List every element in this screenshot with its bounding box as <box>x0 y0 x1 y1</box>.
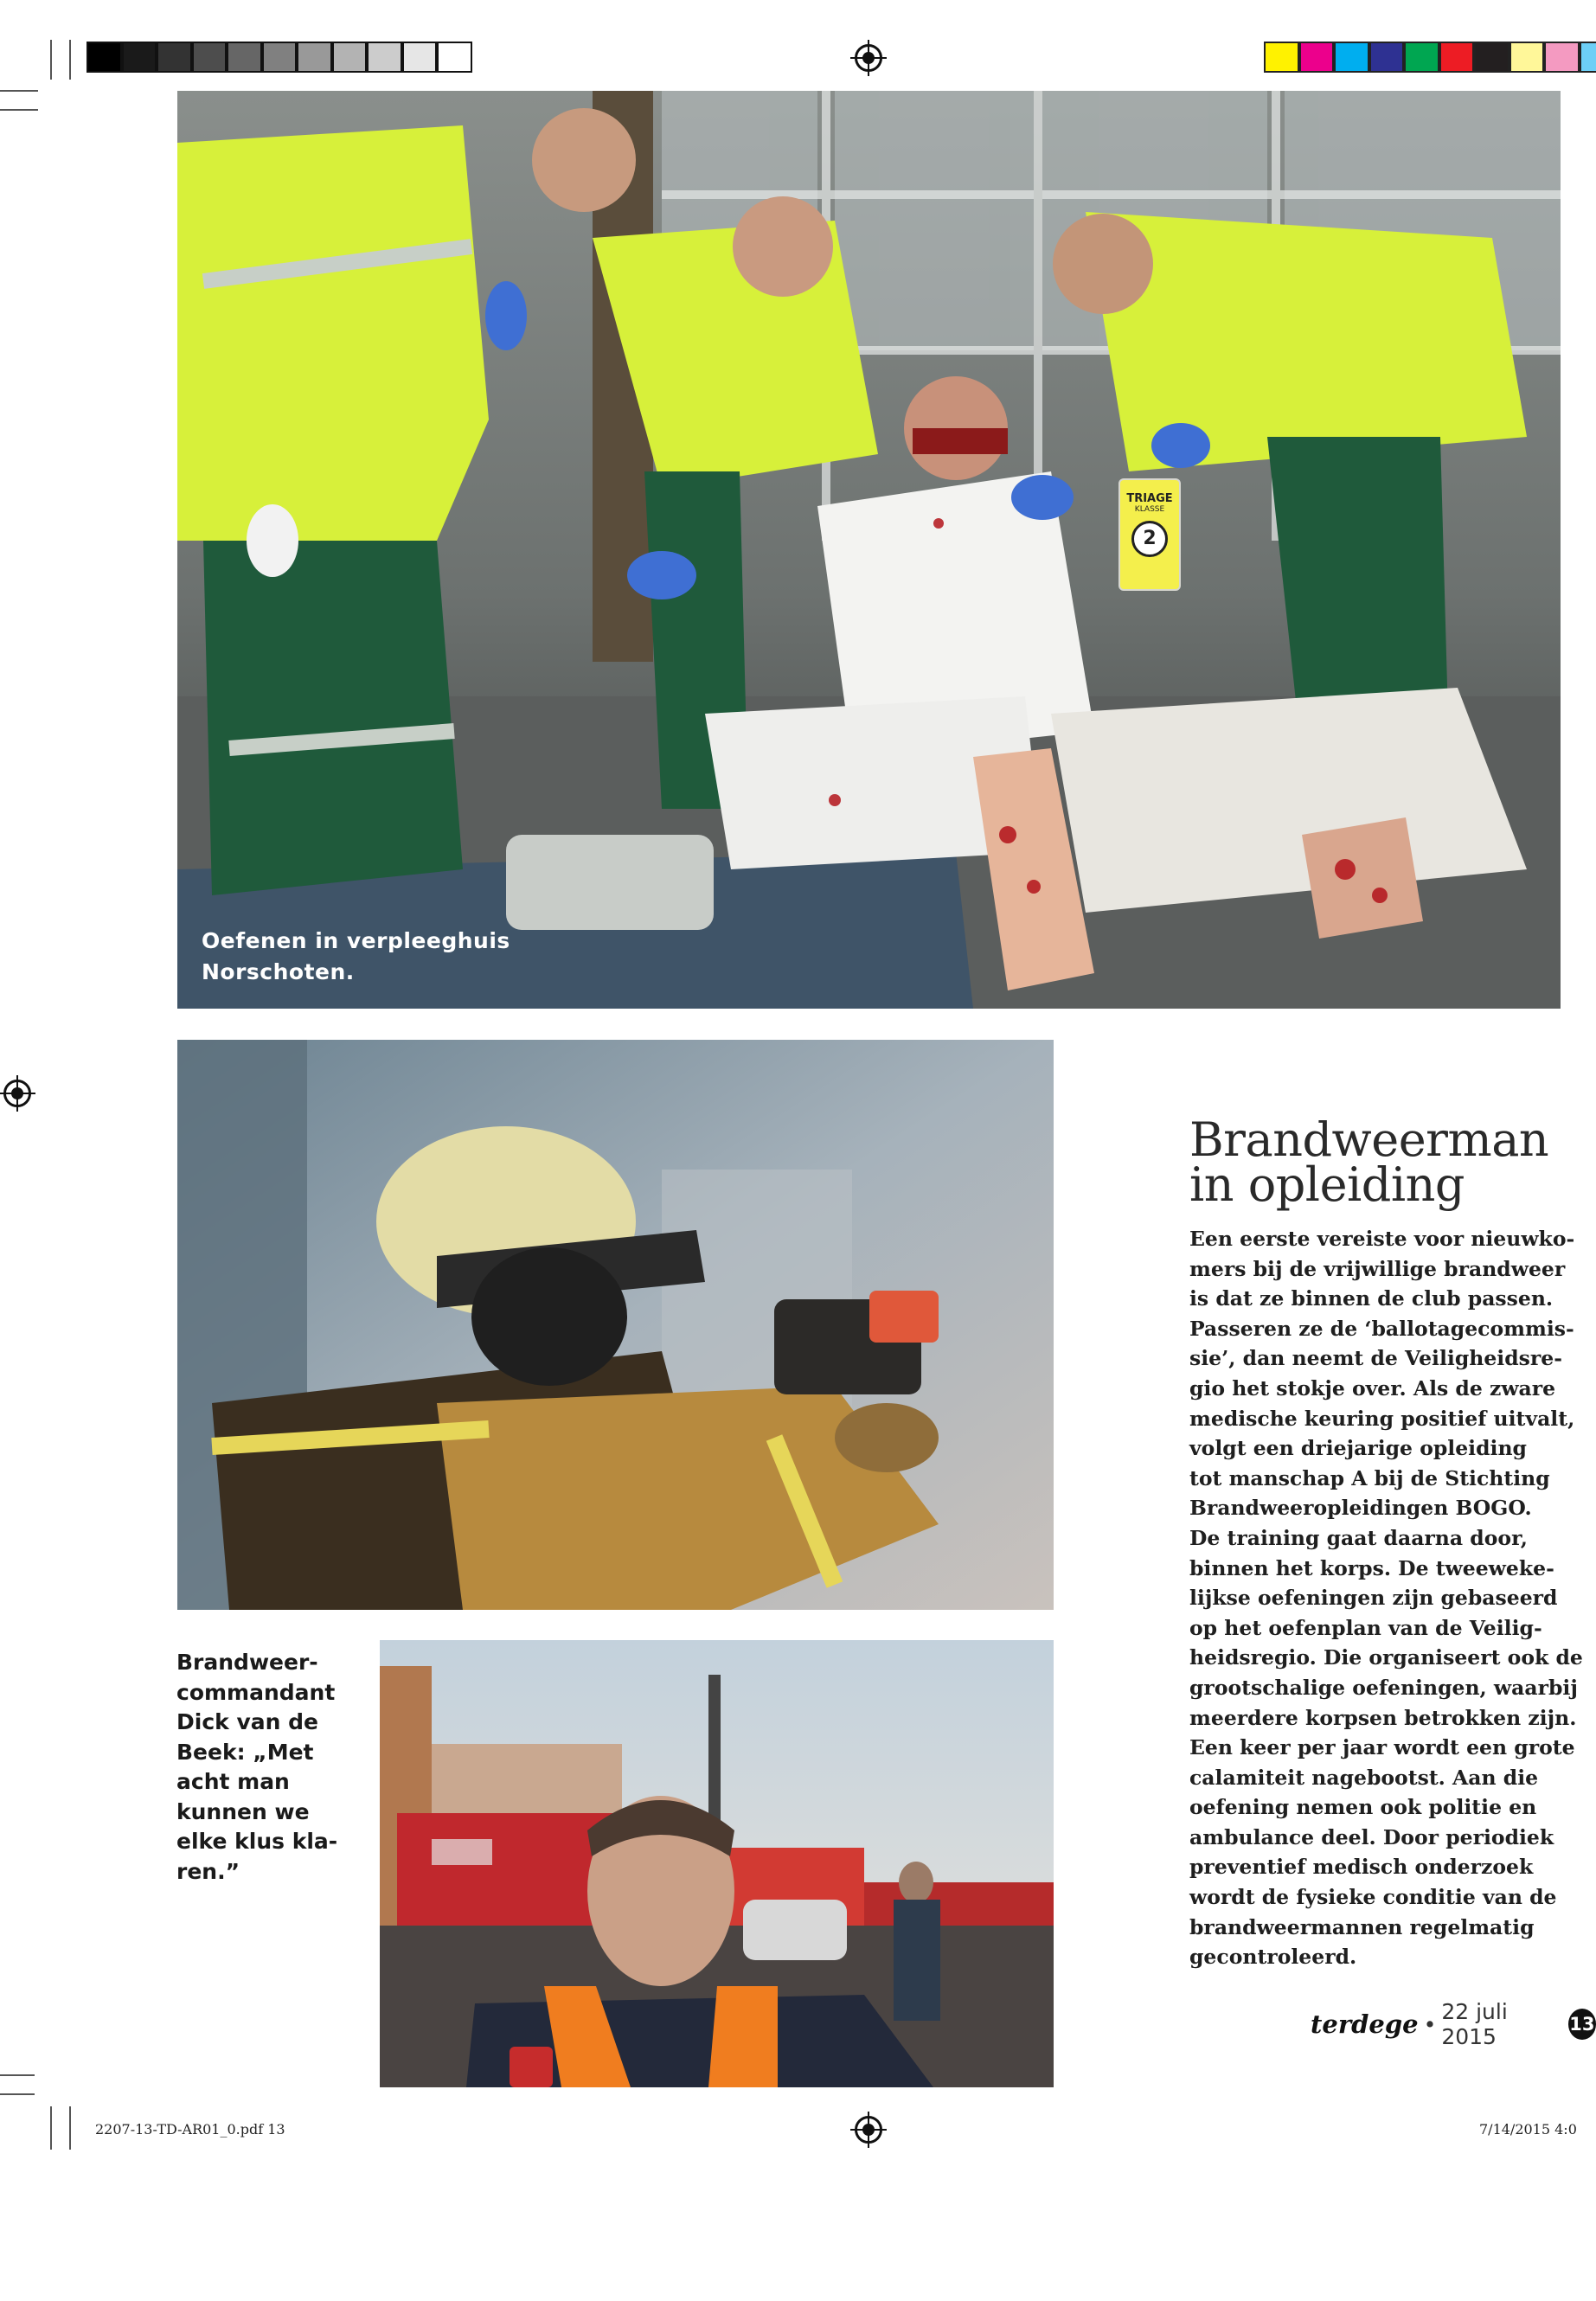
article-body-line: mers bij de vrijwillige brandweer <box>1189 1256 1566 1281</box>
article-body-line: lijkse oefeningen zijn gebaseerd <box>1189 1586 1558 1611</box>
article-body-line: gio het stokje over. Als de zware <box>1189 1375 1556 1400</box>
color-swatch <box>1299 42 1335 73</box>
triage-number: 2 <box>1131 521 1168 557</box>
registration-mark-icon <box>855 2116 882 2144</box>
grey-swatch <box>122 42 157 73</box>
article-body-line: is dat ze binnen de club passen. <box>1189 1286 1554 1311</box>
article-body-line: wordt de fysieke conditie van de <box>1189 1885 1557 1910</box>
color-swatch <box>1509 42 1545 73</box>
crop-mark <box>0 2074 35 2076</box>
crop-mark <box>50 2106 52 2150</box>
registration-mark-icon <box>3 1080 31 1107</box>
article-body <box>1189 1224 1583 1972</box>
magazine-brand: terdege <box>1311 2009 1419 2039</box>
article-body-line: preventief medisch onderzoek <box>1189 1855 1534 1880</box>
crop-mark <box>0 109 38 111</box>
grey-swatch <box>332 42 368 73</box>
color-swatch <box>1404 42 1439 73</box>
article-body-line: grootschalige oefeningen, waarbij <box>1189 1675 1578 1700</box>
color-swatch <box>1334 42 1369 73</box>
article-body-line: heidsregio. Die organiseert ook de <box>1189 1645 1583 1670</box>
article-body-line: volgt een driejarige opleiding <box>1189 1436 1527 1461</box>
grey-swatch <box>367 42 402 73</box>
article-body-line: tot manschap A bij de Stichting <box>1189 1465 1550 1490</box>
grey-swatch <box>157 42 192 73</box>
registration-mark-icon <box>855 44 882 72</box>
issue-date: 22 juli 2015 <box>1441 1999 1508 2049</box>
article-body-line: oefening nemen ook politie en <box>1189 1795 1537 1820</box>
article-body-line: sie’, dan neemt de Veiligheidsre- <box>1189 1346 1562 1371</box>
article-body-line: De training gaat daarna door, <box>1189 1525 1528 1550</box>
triage-class-label: KLASSE <box>1134 505 1165 514</box>
color-swatch <box>1474 42 1509 73</box>
color-swatch <box>1264 42 1299 73</box>
article-body-line: ambulance deel. Door periodiek <box>1189 1824 1554 1849</box>
crop-mark <box>50 40 52 80</box>
page-footer <box>1311 1999 1596 2049</box>
article-body-line: calamiteit nagebootst. Aan die <box>1189 1765 1539 1790</box>
grey-swatch <box>262 42 298 73</box>
footer-separator: • <box>1423 2011 1437 2037</box>
color-swatch <box>1544 42 1580 73</box>
crop-mark <box>69 40 71 80</box>
color-swatch <box>1369 42 1405 73</box>
triage-tag-label: TRIAGE <box>1126 492 1173 505</box>
article-body-line: gecontroleerd. <box>1189 1945 1357 1970</box>
side-caption: Brandweer- commandant Dick van de Beek: „Met acht man kunnen we elke klus kla- ren.” <box>176 1650 338 1884</box>
grey-swatch <box>192 42 228 73</box>
grey-swatch <box>87 42 122 73</box>
page-number: 13 <box>1568 2009 1596 2040</box>
article-headline: Brandweerman in opleiding <box>1189 1112 1549 1212</box>
color-swatch <box>1580 42 1596 73</box>
color-swatch <box>1439 42 1475 73</box>
grey-swatch <box>227 42 262 73</box>
crop-mark <box>69 2106 71 2150</box>
photo-ambulance-exercise <box>177 91 1561 1009</box>
photo-firefighter <box>177 1040 1054 1610</box>
article-body-line: brandweermannen regelmatig <box>1189 1914 1535 1939</box>
article-body-line: Een keer per jaar wordt een grote <box>1189 1735 1575 1760</box>
article-body-line: binnen het korps. De tweeweke- <box>1189 1555 1554 1580</box>
photo-caption-top: Oefenen in verpleeghuis Norschoten. <box>202 928 510 984</box>
crop-mark <box>0 2093 35 2095</box>
photo-commander <box>380 1640 1054 2087</box>
article-body-line: Brandweeropleidingen BOGO. <box>1189 1496 1532 1521</box>
triage-tag <box>1118 478 1181 591</box>
article-body-line: medische keuring positief uitvalt, <box>1189 1406 1575 1431</box>
article-body-line: meerdere korpsen betrokken zijn. <box>1189 1705 1577 1730</box>
grey-swatch <box>402 42 438 73</box>
crop-mark <box>0 90 38 92</box>
print-timestamp: 7/14/2015 4:0 <box>1479 2121 1577 2138</box>
article-body-line: Passeren ze de ‘ballotagecommis- <box>1189 1316 1574 1341</box>
article-body-line: op het oefenplan van de Veilig- <box>1189 1615 1542 1640</box>
article-body-line: Een eerste vereiste voor nieuwko- <box>1189 1227 1575 1251</box>
grey-swatch <box>437 42 472 73</box>
print-file-slug: 2207-13-TD-AR01_0.pdf 13 <box>95 2121 285 2138</box>
grey-swatch <box>297 42 332 73</box>
